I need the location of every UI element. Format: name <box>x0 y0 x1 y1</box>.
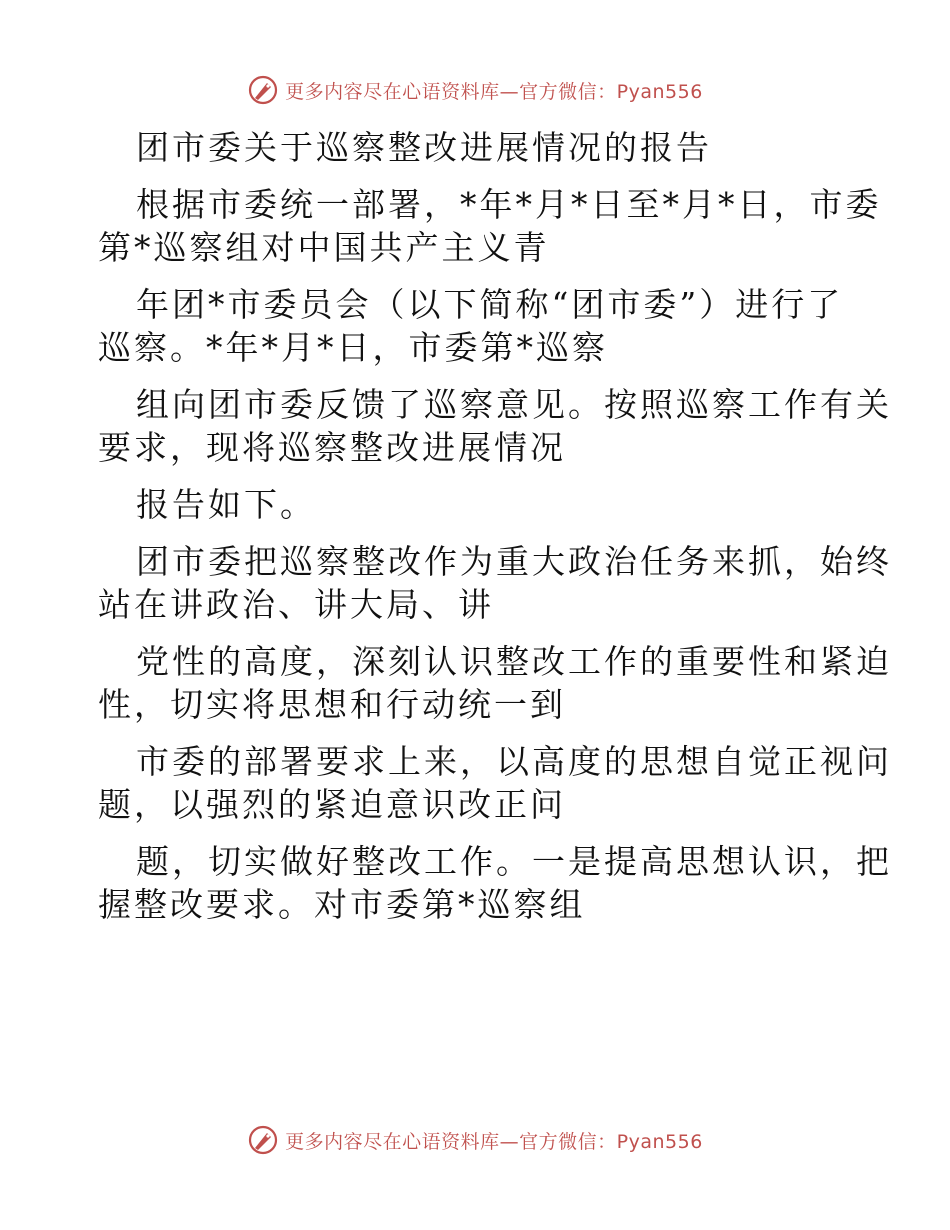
document-line: 团市委关于巡察整改进展情况的报告 <box>136 128 712 167</box>
document-line: 根据市委统一部署，*年*月*日至*月*日，市委 <box>136 185 882 224</box>
header-banner <box>0 70 950 110</box>
footer-banner-text: 更多内容尽在心语资料库—官方微信：Pyan556 <box>285 1130 703 1153</box>
header-banner-text: 更多内容尽在心语资料库—官方微信：Pyan556 <box>285 80 703 103</box>
document-line: 要求，现将巡察整改进展情况 <box>98 428 566 467</box>
document-line: 党性的高度，深刻认识整改工作的重要性和紧迫 <box>136 642 892 681</box>
document-line: 报告如下。 <box>136 485 316 524</box>
document-line: 第*巡察组对中国共产主义青 <box>98 228 550 267</box>
document-line: 年团*市委员会（以下简称“团市委”）进行了 <box>136 285 844 324</box>
document-line: 组向团市委反馈了巡察意见。按照巡察工作有关 <box>136 385 892 424</box>
document-body <box>98 122 892 924</box>
document-line: 站在讲政治、讲大局、讲 <box>98 585 494 624</box>
pen-nib-circle-icon <box>247 1124 279 1156</box>
document-line: 巡察。*年*月*日，市委第*巡察 <box>98 328 608 367</box>
document-line: 握整改要求。对市委第*巡察组 <box>98 885 586 924</box>
footer-banner <box>0 1120 950 1160</box>
document-line: 题，以强烈的紧迫意识改正问 <box>98 785 566 824</box>
document-line: 团市委把巡察整改作为重大政治任务来抓，始终 <box>136 542 892 581</box>
document-line: 市委的部署要求上来，以高度的思想自觉正视问 <box>136 742 892 781</box>
document-line: 性，切实将思想和行动统一到 <box>98 685 566 724</box>
pen-nib-circle-icon <box>247 74 279 106</box>
document-line: 题，切实做好整改工作。一是提高思想认识，把 <box>136 842 892 881</box>
